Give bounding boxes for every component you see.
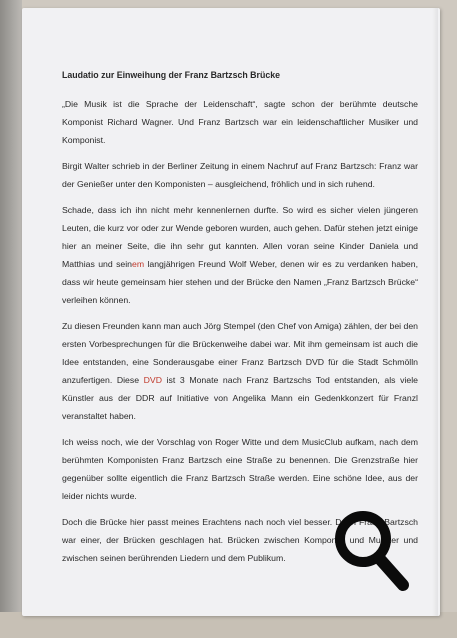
paragraph <box>62 433 418 505</box>
page-shadow <box>432 8 438 616</box>
paragraph-text: Schade, dass ich ihn nicht mehr kennenlernen durfte. So wird es sicher vielen jüngeren Leuten, die kurz vor oder zur Wende geboren wurden, auch gehen. Dafür stehen jetzt einige hier an meiner Seite, die ihn sehr gut kannten. Allen voran seine Kinder Daniela und Matthias und sein <box>62 205 418 269</box>
background-left-edge <box>0 0 22 638</box>
paragraph <box>62 157 418 193</box>
paragraph-text: Doch die Brücke hier passt meines Erachtens nach noch viel besser. Denn Franz Bartzsch war einer, der Brücken geschlagen hat. Brücken zwischen Komponist und Musiker und zwischen seinen berührenden Liedern und dem Publikum. <box>62 517 418 563</box>
paragraph-text: Ich weiss noch, wie der Vorschlag von Roger Witte und dem MusicClub aufkam, nach dem berühmten Komponisten Franz Bartzsch eine Straße zu benennen. Die Grenzstraße hier gegenüber sollte eigentlich die Franz Bartzsch Straße werden. Eine schöne Idee, aus der leider nichts wurde. <box>62 437 418 501</box>
document-body <box>62 66 418 575</box>
paragraph-text: DVD <box>143 375 162 385</box>
paragraph <box>62 201 418 309</box>
paragraph <box>62 317 418 425</box>
magnifier-handle <box>379 558 403 585</box>
paragraph-list <box>62 95 418 567</box>
paragraph-text: „Die Musik ist die Sprache der Leidenschaft“, sagte schon der berühmte deutsche Komponist Richard Wagner. Und Franz Bartzsch war ein leidenschaftlicher Musiker und Komponist. <box>62 99 418 145</box>
paragraph-text: Zu diesen Freunden kann man auch Jörg Stempel (den Chef von Amiga) zählen, der bei den ersten Vorbesprechungen für die Brückenweihe dabei war. Mit ihm gemeinsam ist auch die Idee entstanden, eine Sonderausgabe einer Franz Bartzsch DVD für die Stadt Schmölln anzufertigen. Diese <box>62 321 418 385</box>
document-title: Laudatio zur Einweihung der Franz Bartzsch Brücke <box>62 70 281 80</box>
paragraph-text: Birgit Walter schrieb in der Berliner Zeitung in einem Nachruf auf Franz Bartzsch: Franz war der Genießer unter den Komponisten – ausgleichend, fröhlich und in sich ruhend. <box>62 161 418 189</box>
paragraph-text: em <box>132 259 145 269</box>
magnifier-icon[interactable] <box>333 508 411 593</box>
paragraph-text: ist 3 Monate nach Franz Bartzschs Tod entstanden, als viele Künstler aus der DDR auf Initiative von Angelika Mann ein Gedenkkonzert für Franzl veranstaltet haben. <box>62 375 418 421</box>
paragraph-text: langjährigen Freund Wolf Weber, denen wir es zu verdanken haben, dass wir heute gemeinsam hier stehen und der Brücke den Namen „Franz Bartzsch Brücke“ verleihen können. <box>62 259 419 305</box>
paragraph <box>62 95 418 149</box>
